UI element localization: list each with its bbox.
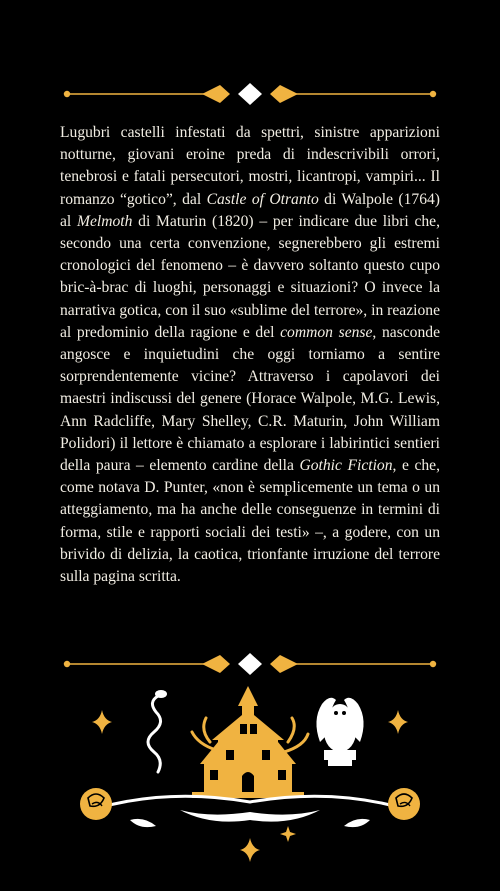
divider-left-dot [64,91,70,97]
back-cover-blurb [60,122,440,588]
blurb-text-2: di Walpole (1764) al [60,190,440,230]
sparkle-icon [280,826,296,842]
divider-left-diamond [202,85,230,103]
ornament-leaf [344,819,370,827]
top-ornamental-divider [60,82,440,106]
blurb-text-5: , e che, come notava D. Punter, «non è semplicemente un tema o un atteggiamento, ma ha anche delle conseguenze in termini di forma, stile e rapporti sociali dei testi» –, a godere, con un brivido di delizia, la caotica, trionfante irruzione del terrore sulla pagina scritta. [60,457,440,586]
divider-right-diamond [270,655,298,673]
divider-center-diamond [238,83,262,105]
rose-icon [388,788,420,820]
gargoyle-icon [316,698,363,766]
snake-icon [148,690,167,772]
divider-right-diamond [270,85,298,103]
sparkle-icon [240,838,260,862]
blurb-text-3: di Maturin (1820) – per indicare due libri che, secondo una certa convenzione, segnerebbero gli estremi cronologici del fenomeno – è davvero soltanto questo cupo bric-à-brac di luoghi, personaggi e situazioni? O invece la narrativa gotica, con il suo «sublime del terrore», in reazione al predominio della ragione e del [60,212,440,341]
divider-left-diamond [202,655,230,673]
divider-right-dot [430,91,436,97]
blurb-title-castle-of-otranto: Castle of Otranto [206,190,319,208]
sparkle-icon [92,710,112,734]
blurb-title-melmoth: Melmoth [77,212,133,230]
rose-icon [80,788,112,820]
blurb-paragraph [60,122,440,588]
ornament-swirl [180,810,320,822]
blurb-text-1: Lugubri castelli infestati da spettri, sinistre apparizioni notturne, giovani eroine preda di indescrivibili orrori, tenebrosi e fatali persecutori, mostri, licantropi, vampiri... Il romanzo “gotico”, dal [60,124,440,208]
sparkle-icon [388,710,408,734]
haunted-house-icon [192,686,308,798]
divider-left-dot [64,661,70,667]
blurb-term-common-sense: common sense [280,323,373,341]
gothic-ornament-illustration [60,680,440,880]
divider-center-diamond [238,653,262,675]
bottom-ornamental-divider [60,652,440,676]
ornament-leaf [130,819,156,827]
divider-right-dot [430,661,436,667]
blurb-term-gothic-fiction: Gothic Fiction [299,457,393,475]
blurb-text-4: , nasconde angosce e inquietudini che oggi torniamo a sentire sorprendentemente vicine? Attraverso i capolavori dei maestri indiscussi del genere (Horace Walpole, M.G. Lewis, Ann Radcliffe, Mary Shelley, C.R. Maturin, John William Polidori) il lettore è chiamato a esplorare i labirintici sentieri della paura – elemento cardine della [60,323,440,475]
